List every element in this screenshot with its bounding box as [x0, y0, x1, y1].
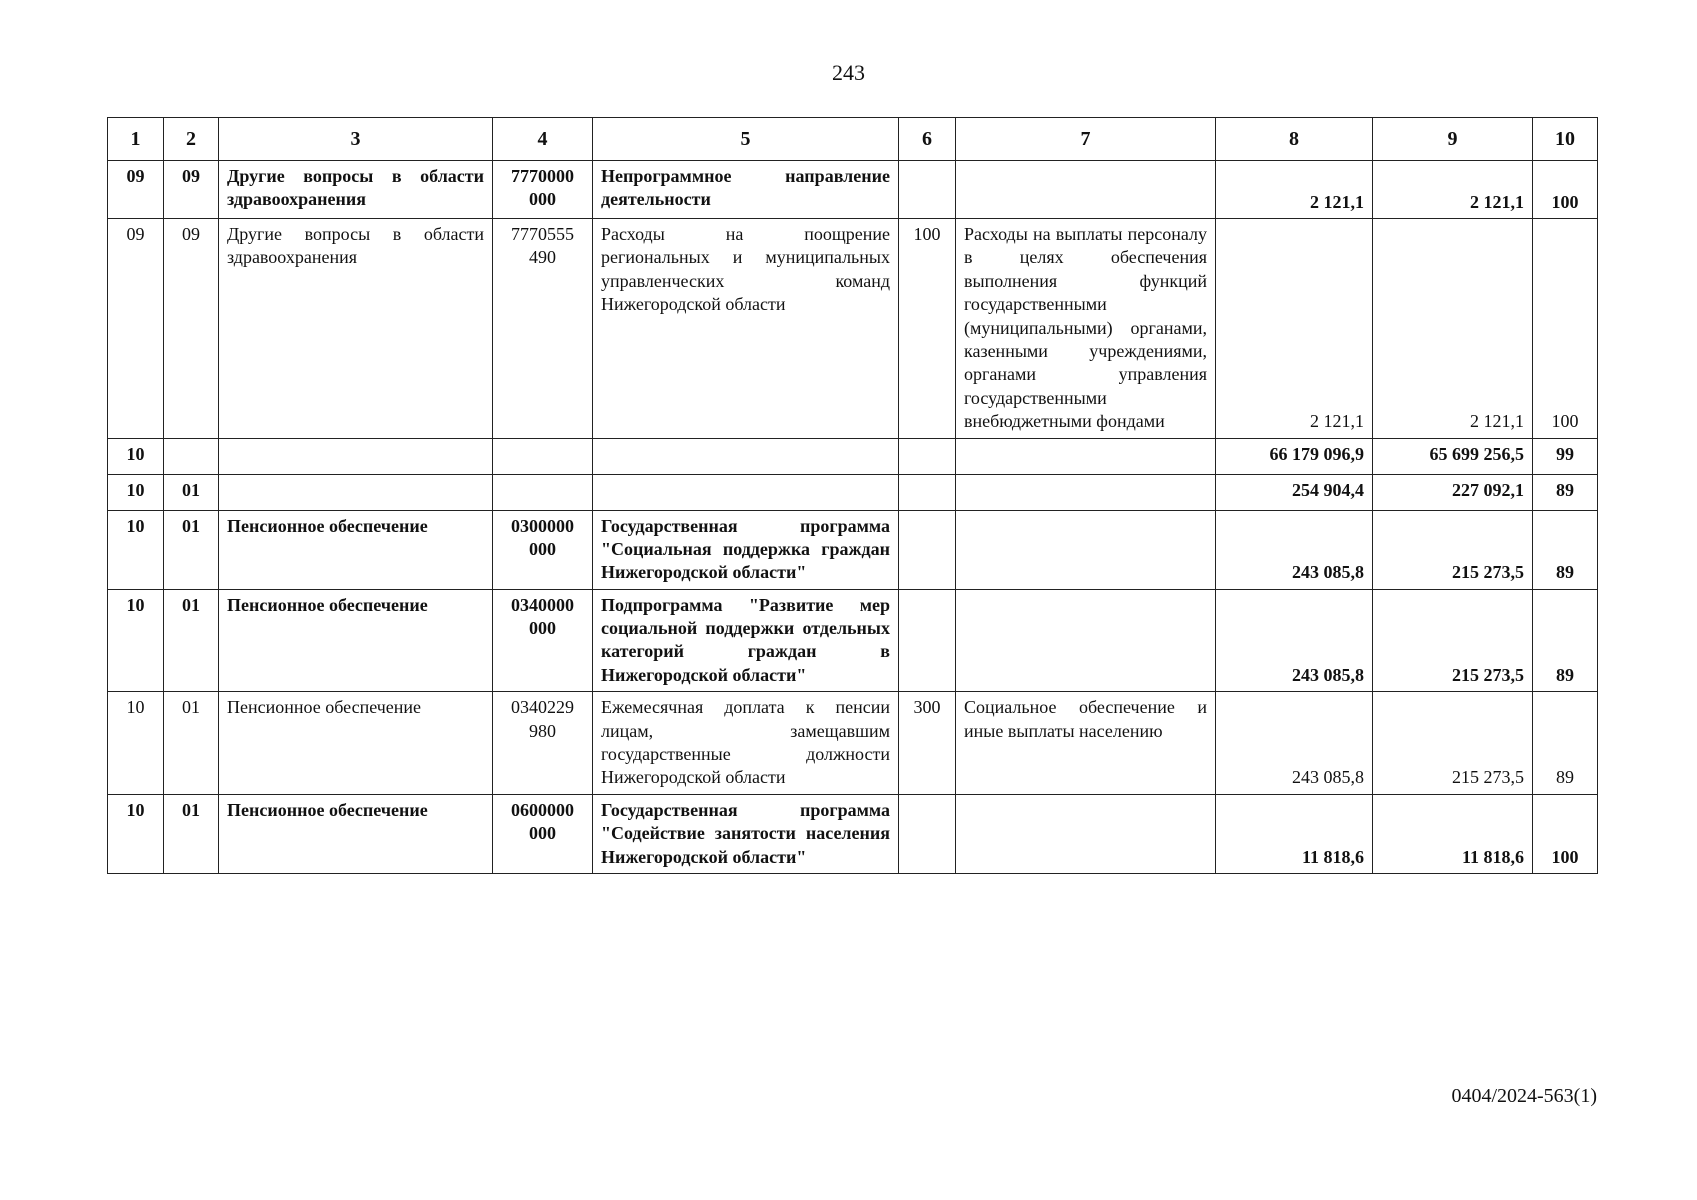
cell-planned: 2 121,1: [1216, 161, 1373, 219]
table-row: [108, 589, 1598, 692]
cell-expense-type-name: [956, 794, 1216, 873]
cell-section: 10: [108, 692, 164, 795]
column-header: 7: [956, 118, 1216, 161]
cell-expense-type-name: [956, 474, 1216, 510]
cell-section-name: Пенсионное обеспечение: [219, 692, 493, 795]
cell-section-name: Другие вопросы в области здравоохранения: [219, 161, 493, 219]
cell-expense-type: [899, 794, 956, 873]
column-header: 10: [1533, 118, 1598, 161]
cell-planned: 243 085,8: [1216, 692, 1373, 795]
cell-target-code: [493, 438, 593, 474]
cell-target-code: 0600000 000: [493, 794, 593, 873]
cell-section: 09: [108, 219, 164, 439]
cell-executed: 65 699 256,5: [1373, 438, 1533, 474]
column-header: 3: [219, 118, 493, 161]
cell-planned: 243 085,8: [1216, 589, 1373, 692]
cell-section: 10: [108, 510, 164, 589]
cell-target-code: 0340229 980: [493, 692, 593, 795]
cell-section-name: Пенсионное обеспечение: [219, 794, 493, 873]
column-header: 8: [1216, 118, 1373, 161]
table-row: [108, 794, 1598, 873]
cell-section: 09: [108, 161, 164, 219]
table-row: [108, 438, 1598, 474]
cell-planned: 66 179 096,9: [1216, 438, 1373, 474]
table-row: [108, 692, 1598, 795]
cell-target-name: Непрограммное направление деятельности: [593, 161, 899, 219]
column-header: 6: [899, 118, 956, 161]
cell-section-name: Пенсионное обеспечение: [219, 510, 493, 589]
cell-target-name: [593, 438, 899, 474]
cell-percent: 100: [1533, 794, 1598, 873]
cell-percent: 99: [1533, 438, 1598, 474]
cell-planned: 11 818,6: [1216, 794, 1373, 873]
cell-expense-type: [899, 510, 956, 589]
cell-expense-type: [899, 589, 956, 692]
cell-target-name: Государственная программа "Содействие занятости населения Нижегородской области": [593, 794, 899, 873]
cell-target-code: 7770000 000: [493, 161, 593, 219]
cell-expense-type: 300: [899, 692, 956, 795]
cell-target-code: 0300000 000: [493, 510, 593, 589]
column-header: 9: [1373, 118, 1533, 161]
cell-section-name: Другие вопросы в области здравоохранения: [219, 219, 493, 439]
cell-planned: 254 904,4: [1216, 474, 1373, 510]
column-header: 1: [108, 118, 164, 161]
cell-expense-type-name: [956, 438, 1216, 474]
cell-executed: 11 818,6: [1373, 794, 1533, 873]
cell-planned: 243 085,8: [1216, 510, 1373, 589]
cell-expense-type-name: Социальное обеспечение и иные выплаты населению: [956, 692, 1216, 795]
budget-table: [107, 117, 1598, 874]
table-row: [108, 219, 1598, 439]
cell-subsection: 01: [164, 589, 219, 692]
cell-subsection: [164, 438, 219, 474]
cell-percent: 89: [1533, 692, 1598, 795]
cell-expense-type-name: Расходы на выплаты персоналу в целях обеспечения выполнения функций государственными (муниципальными) органами, казенными учреждениями, органами управления государственными внебюджетными фондами: [956, 219, 1216, 439]
cell-percent: 89: [1533, 510, 1598, 589]
column-header: 5: [593, 118, 899, 161]
cell-section-name: [219, 474, 493, 510]
cell-section-name: [219, 438, 493, 474]
table-row: [108, 474, 1598, 510]
cell-section: 10: [108, 474, 164, 510]
cell-percent: 89: [1533, 474, 1598, 510]
table-row: [108, 510, 1598, 589]
page-number: 243: [832, 60, 865, 85]
cell-expense-type: 100: [899, 219, 956, 439]
table-header-row: [108, 118, 1598, 161]
cell-expense-type: [899, 474, 956, 510]
cell-section: 10: [108, 794, 164, 873]
cell-expense-type-name: [956, 161, 1216, 219]
table-body: [108, 161, 1598, 874]
cell-expense-type-name: [956, 510, 1216, 589]
cell-target-name: Подпрограмма "Развитие мер социальной поддержки отдельных категорий граждан в Нижегородской области": [593, 589, 899, 692]
cell-subsection: 01: [164, 794, 219, 873]
cell-target-name: Ежемесячная доплата к пенсии лицам, замещавшим государственные должности Нижегородской области: [593, 692, 899, 795]
cell-executed: 2 121,1: [1373, 219, 1533, 439]
cell-target-code: [493, 474, 593, 510]
cell-percent: 100: [1533, 161, 1598, 219]
cell-target-code: 0340000 000: [493, 589, 593, 692]
cell-planned: 2 121,1: [1216, 219, 1373, 439]
cell-subsection: 01: [164, 510, 219, 589]
cell-target-name: Расходы на поощрение региональных и муниципальных управленческих команд Нижегородской области: [593, 219, 899, 439]
cell-subsection: 09: [164, 219, 219, 439]
document-code: 0404/2024-563(1): [1451, 1085, 1597, 1107]
cell-expense-type: [899, 161, 956, 219]
cell-subsection: 01: [164, 474, 219, 510]
cell-target-name: [593, 474, 899, 510]
cell-executed: 215 273,5: [1373, 692, 1533, 795]
cell-percent: 100: [1533, 219, 1598, 439]
cell-subsection: 01: [164, 692, 219, 795]
cell-executed: 215 273,5: [1373, 510, 1533, 589]
cell-percent: 89: [1533, 589, 1598, 692]
column-header: 2: [164, 118, 219, 161]
cell-target-code: 7770555 490: [493, 219, 593, 439]
cell-executed: 227 092,1: [1373, 474, 1533, 510]
cell-executed: 2 121,1: [1373, 161, 1533, 219]
cell-expense-type: [899, 438, 956, 474]
cell-section: 10: [108, 438, 164, 474]
cell-subsection: 09: [164, 161, 219, 219]
cell-section-name: Пенсионное обеспечение: [219, 589, 493, 692]
column-header: 4: [493, 118, 593, 161]
cell-target-name: Государственная программа "Социальная поддержка граждан Нижегородской области": [593, 510, 899, 589]
cell-expense-type-name: [956, 589, 1216, 692]
table-row: [108, 161, 1598, 219]
cell-executed: 215 273,5: [1373, 589, 1533, 692]
cell-section: 10: [108, 589, 164, 692]
